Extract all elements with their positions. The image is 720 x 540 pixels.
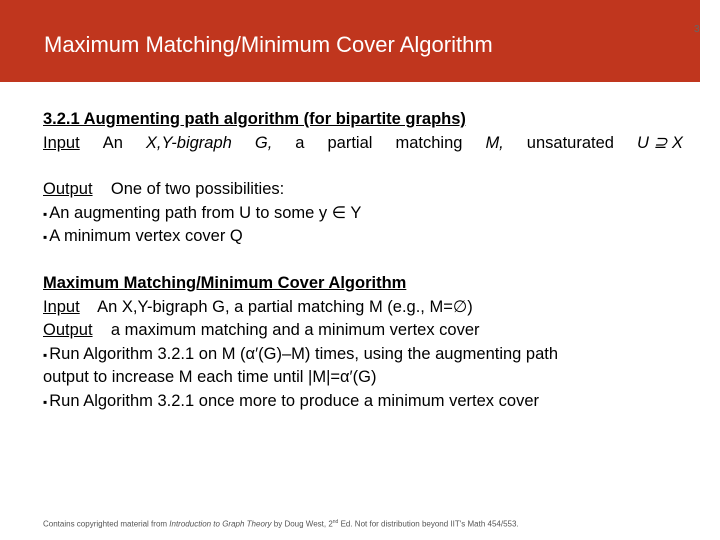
slide-title: Maximum Matching/Minimum Cover Algorithm bbox=[44, 32, 493, 57]
bullet-text: An augmenting path from U to some y ∈ Y bbox=[49, 203, 362, 222]
section2-input-label: Input bbox=[43, 297, 80, 316]
book-title: Introduction to Graph Theory bbox=[169, 519, 272, 529]
square-bullet-icon: ▪ bbox=[43, 230, 48, 245]
section1-heading: 3.2.1 Augmenting path algorithm (for bipartite graphs) bbox=[43, 110, 466, 128]
bullet-text: A minimum vertex cover Q bbox=[49, 227, 243, 246]
page-number: 3 bbox=[694, 24, 700, 35]
input-word: X,Y-bigraph bbox=[145, 133, 232, 152]
square-bullet-icon: ▪ bbox=[43, 347, 48, 362]
section2-step-1 bbox=[43, 343, 683, 367]
section2-step-1-continued: output to increase M each time until |M|=α′(G) bbox=[43, 368, 377, 387]
section2-step-2 bbox=[43, 390, 683, 414]
section1-output-text: One of two possibilities: bbox=[110, 180, 285, 199]
section1-output-label: Output bbox=[43, 180, 93, 199]
input-word: unsaturated bbox=[526, 133, 614, 152]
section1-bullet-2 bbox=[43, 225, 683, 249]
square-bullet-icon: ▪ bbox=[43, 394, 48, 409]
section2-heading: Maximum Matching/Minimum Cover Algorithm bbox=[43, 273, 407, 292]
input-word: a bbox=[295, 133, 305, 152]
section1-input-label: Input bbox=[43, 133, 80, 152]
section2-output-label: Output bbox=[43, 321, 93, 340]
section1-input-line bbox=[43, 132, 683, 156]
section2-output-line bbox=[43, 319, 683, 343]
square-bullet-icon: ▪ bbox=[43, 206, 48, 221]
step-text: Run Algorithm 3.2.1 on M (α′(G)–M) times, using the augmenting path bbox=[49, 344, 559, 363]
input-word: G, bbox=[254, 133, 273, 152]
copyright-footer: Contains copyrighted material from Introduction to Graph Theory by Doug West, 2nd Ed. Not for distribution beyond IIT's Math 454/553. bbox=[43, 519, 519, 529]
slide-body bbox=[43, 108, 683, 414]
section1-bullet-1 bbox=[43, 202, 683, 226]
title-bar bbox=[0, 0, 700, 82]
input-word: An bbox=[102, 133, 123, 152]
step-text: Run Algorithm 3.2.1 once more to produce a minimum vertex cover bbox=[49, 391, 539, 410]
section2-output-text: a maximum matching and a minimum vertex cover bbox=[110, 321, 480, 340]
section2-input-text: An X,Y-bigraph G, a partial matching M (e.g., M=∅) bbox=[97, 297, 473, 316]
section1-output-line bbox=[43, 178, 683, 202]
section2-input-line bbox=[43, 296, 683, 320]
input-word: matching bbox=[395, 133, 463, 152]
input-word: partial bbox=[327, 133, 373, 152]
input-word: M, bbox=[485, 133, 504, 152]
input-word: U ⊇ X bbox=[636, 133, 683, 152]
